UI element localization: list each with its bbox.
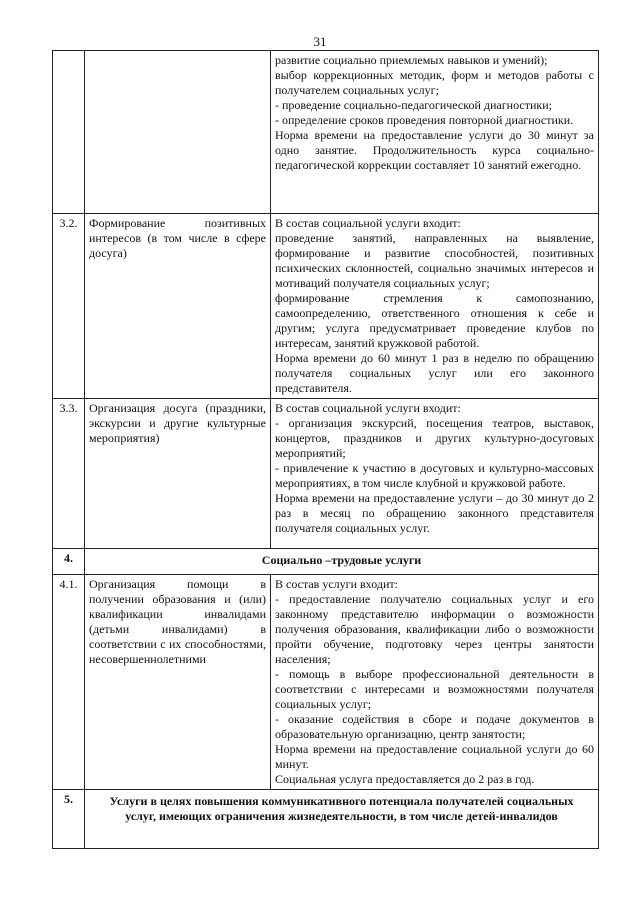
row-number: 4.1.: [53, 575, 85, 790]
section-row: [53, 549, 599, 575]
description-line: Норма времени на предоставление социальной услуги до 60 минут.: [275, 742, 594, 771]
service-description: [271, 51, 599, 214]
row-number: 3.3.: [53, 399, 85, 549]
description-line: Норма времени на предоставление услуги – до 30 минут до 2 раз в месяц по обращению законного представителя получателя социальных услуг.: [275, 491, 594, 535]
service-name: Организация помощи в получении образования и (или) квалификации инвалидами (детьми инвалидами) в соответствии с их способностями, несовершеннолетними: [85, 575, 271, 790]
description-line: проведение занятий, направленных на выявление, формирование и развитие способностей, позитивных психических склонностей, социально значимых интересов и мотиваций получателя социальных услуг;: [275, 231, 594, 290]
section-title: Услуги в целях повышения коммуникативного потенциала получателей социальных услуг, имеющих ограничения жизнедеятельности, в том числе детей-инвалидов: [85, 790, 599, 849]
description-line: Социальная услуга предоставляется до 2 раз в год.: [275, 772, 535, 786]
description-line: - проведение социально-педагогической диагностики;: [275, 98, 552, 112]
description-line: формирование стремления к самопознанию, самоопределению, ответственного отношения к себе и другим; услуга предусматривает проведение клубов по интересам, занятий кружковой работой.: [275, 291, 594, 350]
service-description: [271, 214, 599, 399]
row-number: [53, 51, 85, 214]
description-line: Норма времени на предоставление услуги до 30 минут за одно занятие. Продолжительность курса социально-педагогической коррекции составляет 10 занятий ежегодно.: [275, 128, 594, 172]
row-number: 3.2.: [53, 214, 85, 399]
services-table: [52, 50, 599, 849]
table-row: [53, 575, 599, 790]
service-description: [271, 575, 599, 790]
service-name: [85, 51, 271, 214]
description-line: - помощь в выборе профессиональной деятельности в соответствии с интересами и возможностями получателя социальных услуг;: [275, 667, 594, 711]
description-line: - организация экскурсий, посещения театров, выставок, концертов, праздников и других культурно-досуговых мероприятий;: [275, 416, 594, 460]
description-line: - оказание содействия в сборе и подаче документов в образовательную организацию, центр занятости;: [275, 712, 594, 741]
description-line: - определение сроков проведения повторной диагностики.: [275, 113, 574, 127]
page-number: 31: [313, 34, 327, 49]
section-number: 4.: [53, 549, 85, 575]
service-description: [271, 399, 599, 549]
description-line: развитие социально приемлемых навыков и умений);: [275, 53, 548, 67]
description-line: В состав услуги входит:: [275, 577, 398, 591]
description-line: В состав социальной услуги входит:: [275, 401, 461, 415]
description-line: - привлечение к участию в досуговых и культурно-массовых мероприятиях, в том числе клубной и кружковой работе.: [275, 461, 594, 490]
table-row: [53, 51, 599, 214]
service-name: Организация досуга (праздники, экскурсии и другие культурные мероприятия): [85, 399, 271, 549]
section-title: Социально –трудовые услуги: [85, 549, 599, 575]
section-row: [53, 790, 599, 849]
service-name: Формирование позитивных интересов (в том числе в сфере досуга): [85, 214, 271, 399]
description-line: Норма времени до 60 минут 1 раз в неделю по обращению получателя социальных услуг или его законного представителя.: [275, 351, 594, 395]
description-line: - предоставление получателю социальных услуг и его законному представителю информации о возможности получения образования, квалификации либо о возможности пройти обучение, подготовку через центры занятости населения;: [275, 592, 594, 666]
table-row: [53, 214, 599, 399]
section-number: 5.: [53, 790, 85, 849]
description-line: В состав социальной услуги входит:: [275, 216, 461, 230]
description-line: выбор коррекционных методик, форм и методов работы с получателем социальных услуг;: [275, 68, 594, 97]
table-row: [53, 399, 599, 549]
